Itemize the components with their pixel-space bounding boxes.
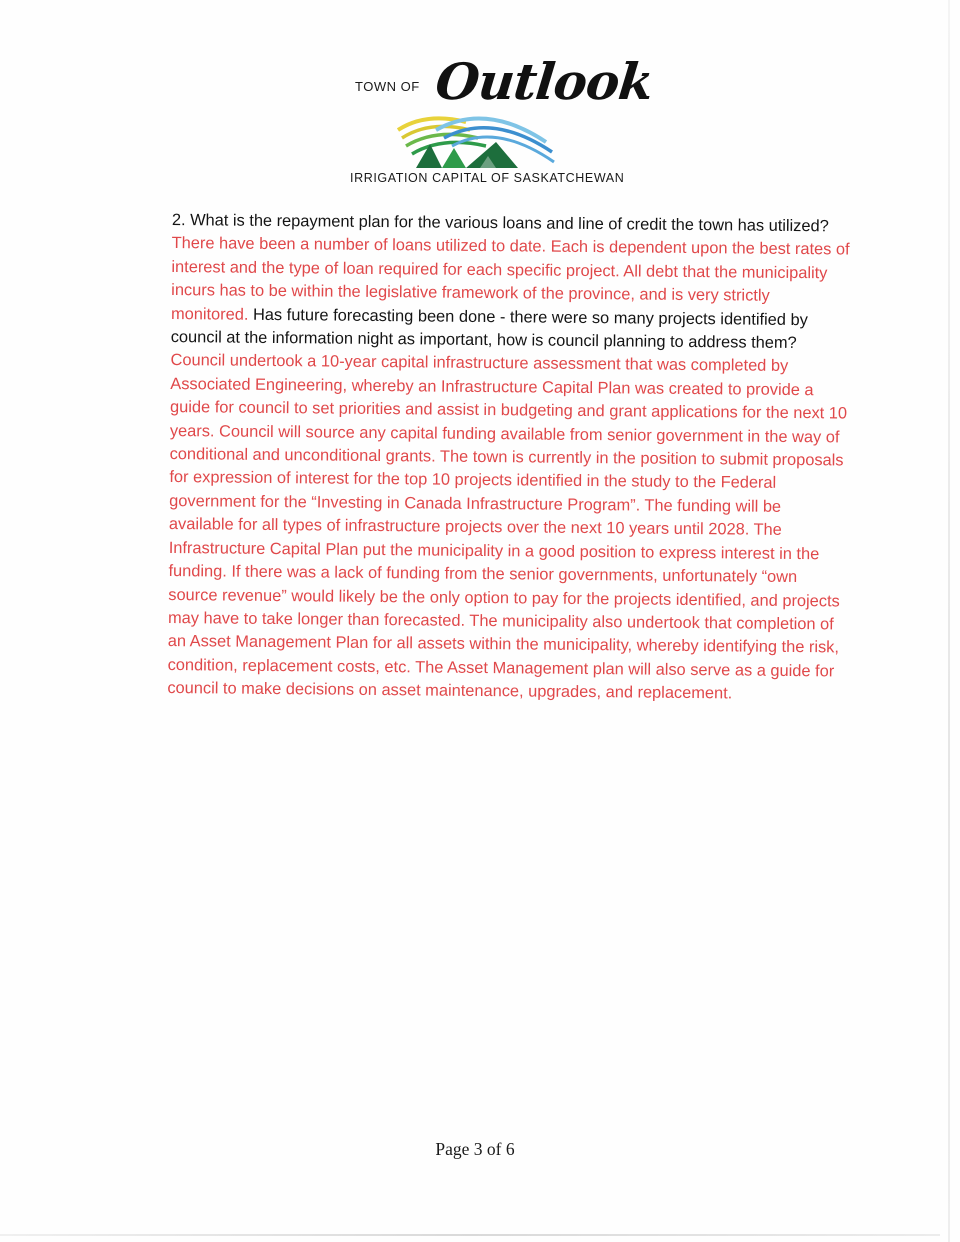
town-name-wordmark: Outlook [432,52,656,111]
answer-text-1: There have been a number of loans utilized to date. Each is dependent upon the best rates of interest and the type of loan required for each specific project. All debt that the municipality incurs has to be within the legislative framework of the province, and is very strictly monitored. [170,234,850,324]
page-footer [0,1139,950,1160]
answer-text-2: Council undertook a 10-year capital infrastructure assessment that was completed by Associated Engineering, whereby an Infrastructure Capital Plan was created to provide a guide for council to set priorities and assist in budgeting and grant applications for the next 10 years. Council will source any capital funding available from senior government in the way of conditional and unconditional grants. The town is currently in the position to submit proposals for expression of interest for the top 10 projects identified in the study to the Federal government for the “Investing in Canada Infrastructure Program”. The funding will be available for all types of infrastructure projects over the next 10 years until 2028. The Infrastructure Capital Plan put the municipality in a good position to express interest in the funding. If there was a lack of funding from the senior governments, unfortunately “own source revenue” would likely be the only option to pay for the projects identified, and projects may have to take longer than forecasted. The municipality also undertook that completion of an Asset Management Plan for all assets within the municipality, whereby identifying the risk, condition, replacement costs, etc. The Asset Management plan will also serve as a guide for council to make decisions on asset maintenance, upgrades, and replacement. [167,351,848,703]
question-text-1: 2. What is the repayment plan for the various loans and line of credit the town has utilized? [171,210,829,236]
page-number: Page 3 of 6 [435,1139,515,1159]
town-of-label: TOWN OF [355,79,420,94]
letterhead [0,0,960,200]
qa-paragraph [167,209,852,707]
town-tagline: IRRIGATION CAPITAL OF SASKATCHEWAN [350,171,625,185]
document-body [167,209,852,707]
logo-field-mid [442,148,466,168]
page-edge-bottom [0,1234,940,1236]
irrigation-arcs-logo-icon [396,108,556,170]
logo-field-left [416,144,442,168]
question-text-2: Has future forecasting been done - there were so many projects identified by council at the information night as important, how is council planning to address them? [170,305,808,353]
logo-green-arc-2 [412,142,486,154]
